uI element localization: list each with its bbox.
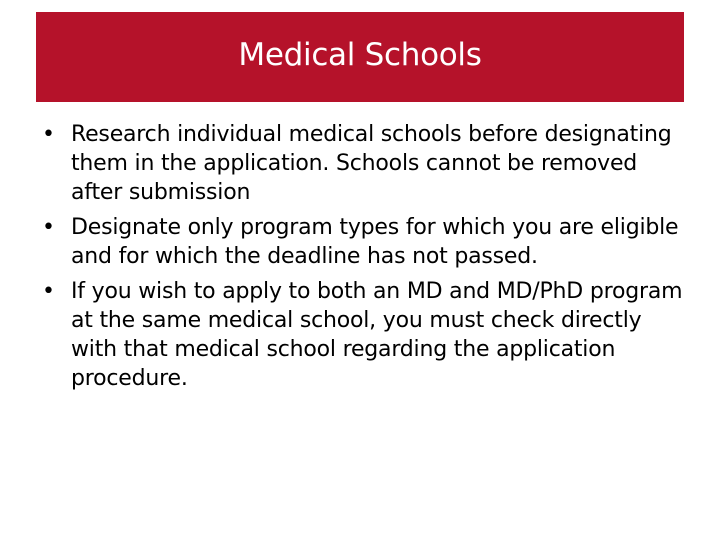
bullet-icon: • <box>42 279 55 304</box>
bullet-list <box>42 120 692 399</box>
bullet-text: If you wish to apply to both an MD and MD/PhD program at the same medical school, you must check directly with that medical school regarding the application procedure. <box>71 279 683 391</box>
slide-title: Medical Schools <box>238 37 482 73</box>
bullet-item <box>42 120 692 207</box>
bullet-item <box>42 213 692 271</box>
bullet-text: Research individual medical schools before designating them in the application. Schools cannot be removed after submission <box>71 122 672 205</box>
bullet-icon: • <box>42 122 55 147</box>
bullet-text: Designate only program types for which you are eligible and for which the deadline has not passed. <box>71 215 679 269</box>
title-bar <box>36 12 684 102</box>
bullet-icon: • <box>42 215 55 240</box>
bullet-item <box>42 277 692 393</box>
